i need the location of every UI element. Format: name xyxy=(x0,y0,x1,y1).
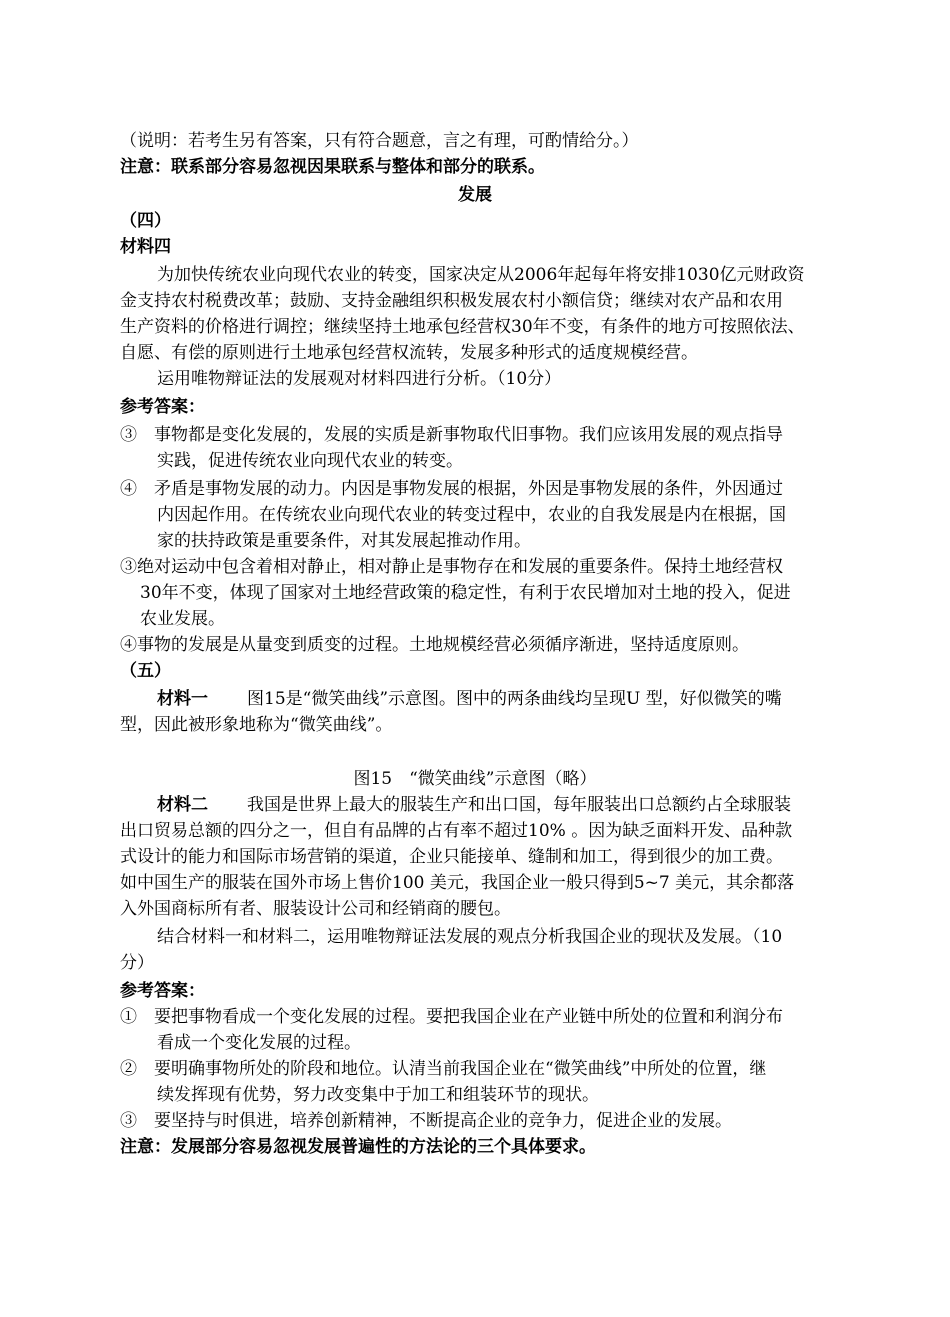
answer-4-line: 实践，促进传统农业向现代农业的转变。 xyxy=(157,451,463,471)
answer-4-line: 30年不变，体现了国家对土地经营政策的稳定性，有利于农民增加对土地的投入，促进 xyxy=(140,583,791,603)
material-2-line: 我国是世界上最大的服装生产和出口国，每年服装出口总额约占全球服装 xyxy=(247,795,791,815)
answer-4-line: ③绝对运动中包含着相对静止，相对静止是事物存在和发展的重要条件。保持土地经营权 xyxy=(120,557,783,577)
answer-5-label: 参考答案： xyxy=(120,981,205,1001)
answer-5-line: ① 要把事物看成一个变化发展的过程。要把我国企业在产业链中所处的位置和利润分布 xyxy=(120,1007,783,1027)
question-4-label: （四） xyxy=(120,211,171,231)
section-title: 发展 xyxy=(458,185,492,205)
material-2-line: 入外国商标所有者、服装设计公司和经销商的腰包。 xyxy=(120,899,511,919)
answer-4-line: 农业发展。 xyxy=(140,609,225,629)
question-5-prompt: 结合材料一和材料二，运用唯物辩证法发展的观点分析我国企业的现状及发展。（10 xyxy=(157,927,783,947)
answer-5-line: ② 要明确事物所处的阶段和地位。认清当前我国企业在“微笑曲线”中所处的位置，继 xyxy=(120,1059,767,1079)
question-4-prompt: 运用唯物辩证法的发展观对材料四进行分析。（10分） xyxy=(157,369,562,389)
grading-note: （说明：若考生另有答案，只有符合题意，言之有理，可酌情给分。） xyxy=(120,131,639,151)
answer-4-line: 内因起作用。在传统农业向现代农业的转变过程中，农业的自我发展是内在根据，国 xyxy=(157,505,786,525)
material-4-line: 生产资料的价格进行调控；继续坚持土地承包经营权30年不变，有条件的地方可按照依法、 xyxy=(120,317,805,337)
answer-5-line: 看成一个变化发展的过程。 xyxy=(157,1033,361,1053)
material-2-label: 材料二 xyxy=(157,795,208,815)
material-4-line: 金支持农村税费改革；鼓励、支持金融组织积极发展农村小额信贷；继续对农产品和农用 xyxy=(120,291,783,311)
answer-5-line: ③ 要坚持与时俱进，培养创新精神，不断提高企业的竞争力，促进企业的发展。 xyxy=(120,1111,732,1131)
material-2-line: 式设计的能力和国际市场营销的渠道，企业只能接单、缝制和加工，得到很少的加工费。 xyxy=(120,847,783,867)
material-2-line: 如中国生产的服装在国外市场上售价100 美元，我国企业一般只得到5~7 美元，其余都落 xyxy=(120,873,795,893)
material-4-line: 自愿、有偿的原则进行土地承包经营权流转，发展多种形式的适度规模经营。 xyxy=(120,343,698,363)
material-1-line: 型，因此被形象地称为“微笑曲线”。 xyxy=(120,715,393,735)
figure-caption: 图15 “微笑曲线”示意图（略） xyxy=(353,769,597,789)
material-1-line: 图15是“微笑曲线”示意图。图中的两条曲线均呈现U 型，好似微笑的嘴 xyxy=(247,689,782,709)
link-warning-note: 注意：联系部分容易忽视因果联系与整体和部分的联系。 xyxy=(120,157,545,177)
question-5-label: （五） xyxy=(120,661,171,681)
answer-4-label: 参考答案： xyxy=(120,397,205,417)
answer-4-line: ④事物的发展是从量变到质变的过程。土地规模经营必须循序渐进，坚持适度原则。 xyxy=(120,635,749,655)
develop-warning-note: 注意：发展部分容易忽视发展普遍性的方法论的三个具体要求。 xyxy=(120,1137,596,1157)
question-5-prompt: 分） xyxy=(120,953,154,973)
material-1-label: 材料一 xyxy=(157,689,208,709)
answer-5-line: 续发挥现有优势，努力改变集中于加工和组装环节的现状。 xyxy=(157,1085,599,1105)
answer-4-line: ③ 事物都是变化发展的，发展的实质是新事物取代旧事物。我们应该用发展的观点指导 xyxy=(120,425,783,445)
material-4-label: 材料四 xyxy=(120,237,171,257)
answer-4-line: 家的扶持政策是重要条件，对其发展起推动作用。 xyxy=(157,531,531,551)
material-4-line: 为加快传统农业向现代农业的转变，国家决定从2006年起每年将安排1030亿元财政资 xyxy=(157,265,805,285)
answer-4-line: ④ 矛盾是事物发展的动力。内因是事物发展的根据，外因是事物发展的条件，外因通过 xyxy=(120,479,783,499)
material-2-line: 出口贸易总额的四分之一，但自有品牌的占有率不超过10% 。因为缺乏面料开发、品种款 xyxy=(120,821,793,841)
